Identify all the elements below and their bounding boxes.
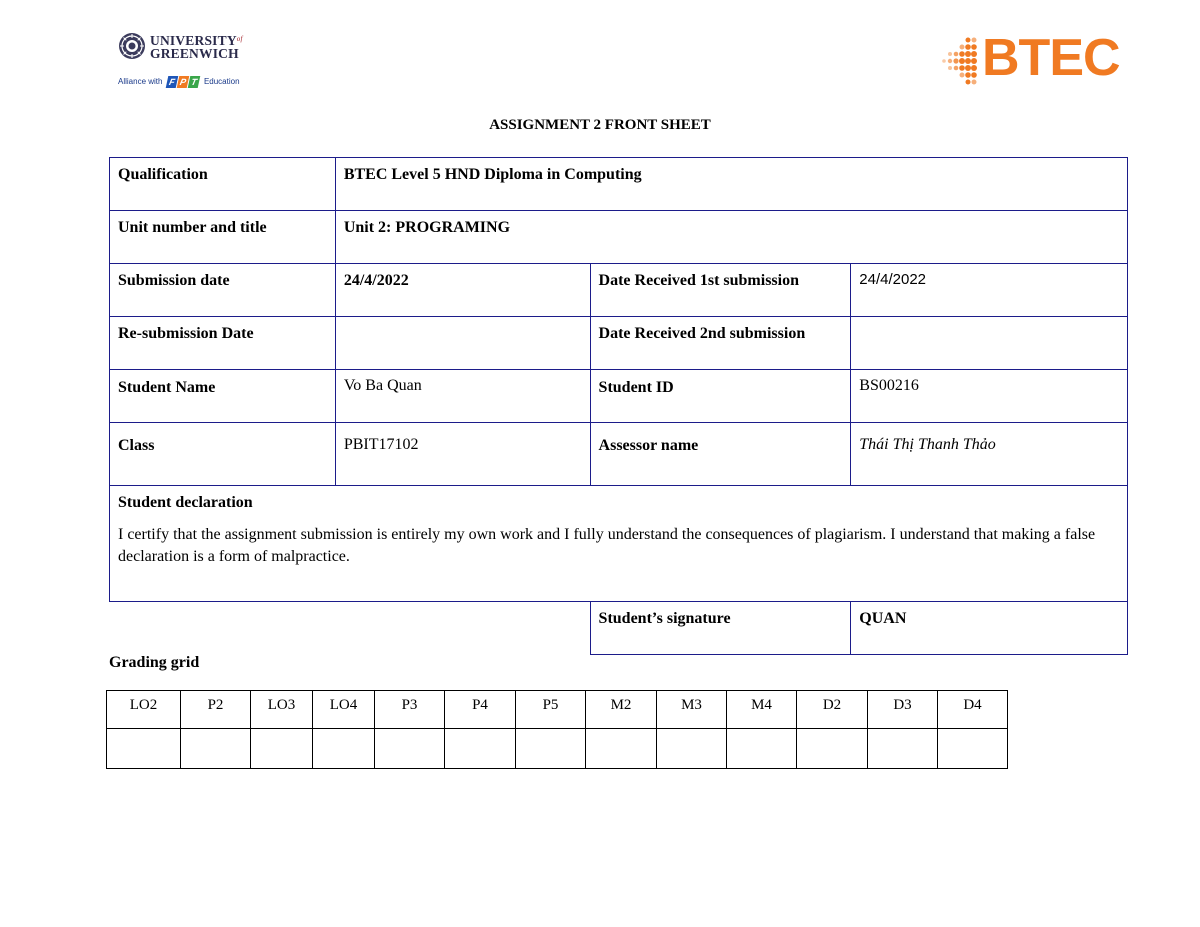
class-row	[110, 423, 1128, 486]
grade-value-cell	[938, 729, 1008, 769]
submission-date-value: 24/4/2022	[343, 272, 409, 289]
date-received-1-value: 24/4/2022	[859, 271, 927, 288]
grade-value-cell	[251, 729, 313, 769]
grade-value-cell	[586, 729, 657, 769]
signature-row	[110, 602, 1128, 655]
student-name-label: Student Name	[118, 379, 216, 396]
grade-header-cell: M2	[586, 691, 657, 729]
grade-header-cell: LO4	[313, 691, 375, 729]
grade-value-cell	[107, 729, 181, 769]
grade-value-cell	[313, 729, 375, 769]
fpt-logo: F P T	[167, 76, 200, 88]
grade-value-cell	[375, 729, 445, 769]
assessor-value: Thái Thị Thanh Thảo	[859, 436, 996, 453]
grade-header-cell: D4	[938, 691, 1008, 729]
grade-header-cell: D3	[868, 691, 938, 729]
declaration-text: I certify that the assignment submission is entirely my own work and I fully understand the consequences of plagiarism. I understand that making a false declaration is a form of malpractice.	[118, 526, 1096, 565]
grading-value-row	[107, 729, 1008, 769]
class-value: PBIT17102	[343, 436, 419, 453]
university-name: $UNIVERSITY^{of}$ GREENWICH	[150, 33, 243, 61]
grade-value-cell	[727, 729, 797, 769]
date-received-1-label: Date Received 1st submission	[598, 272, 799, 289]
grade-header-cell: M3	[657, 691, 727, 729]
class-label: Class	[118, 437, 155, 454]
submission-row	[110, 264, 1128, 317]
grade-value-cell	[657, 729, 727, 769]
date-received-2-label: Date Received 2nd submission	[598, 325, 806, 342]
assessor-label: Assessor name	[598, 437, 699, 454]
resubmission-row	[110, 317, 1128, 370]
grade-header-cell: P2	[181, 691, 251, 729]
resubmission-label: Re-submission Date	[118, 325, 254, 342]
student-row	[110, 370, 1128, 423]
grade-value-cell	[181, 729, 251, 769]
grade-header-cell: LO2	[107, 691, 181, 729]
date-received-2-value	[851, 317, 1127, 325]
grade-header-cell: M4	[727, 691, 797, 729]
qualification-row	[110, 158, 1128, 211]
front-sheet-table	[109, 157, 1128, 655]
grade-header-cell: LO3	[251, 691, 313, 729]
alliance-line: Alliance with F P T Education	[118, 77, 240, 87]
university-seal-icon	[118, 32, 146, 60]
student-id-value: BS00216	[859, 377, 919, 394]
unit-label: Unit number and title	[118, 219, 267, 236]
grade-value-cell	[868, 729, 938, 769]
grade-header-cell: P5	[516, 691, 586, 729]
btec-wordmark: BTEC	[982, 29, 1120, 87]
btec-logo	[938, 29, 1123, 92]
declaration-title: Student declaration	[118, 494, 253, 511]
unit-value: Unit 2: PROGRAMING	[343, 219, 511, 236]
student-name-value: Vo Ba Quan	[343, 377, 422, 394]
grading-header-row	[107, 691, 1008, 729]
signature-label: Student’s signature	[598, 610, 731, 627]
university-logo	[118, 32, 248, 94]
submission-date-label: Submission date	[118, 272, 230, 289]
grade-value-cell	[516, 729, 586, 769]
grade-value-cell	[445, 729, 516, 769]
declaration-row	[110, 486, 1128, 602]
qualification-label: Qualification	[118, 166, 208, 183]
grade-header-cell: P3	[375, 691, 445, 729]
btec-dots-icon	[938, 36, 980, 86]
resubmission-value	[336, 317, 590, 325]
unit-row	[110, 211, 1128, 264]
page-title: ASSIGNMENT 2 FRONT SHEET	[489, 117, 711, 133]
signature-value: QUAN	[859, 610, 907, 627]
grade-header-cell: P4	[445, 691, 516, 729]
student-id-label: Student ID	[598, 379, 674, 396]
grading-grid-label: Grading grid	[109, 654, 200, 671]
grade-value-cell	[797, 729, 868, 769]
qualification-value: BTEC Level 5 HND Diploma in Computing	[343, 166, 642, 183]
grading-grid-table	[106, 690, 1008, 769]
grade-header-cell: D2	[797, 691, 868, 729]
